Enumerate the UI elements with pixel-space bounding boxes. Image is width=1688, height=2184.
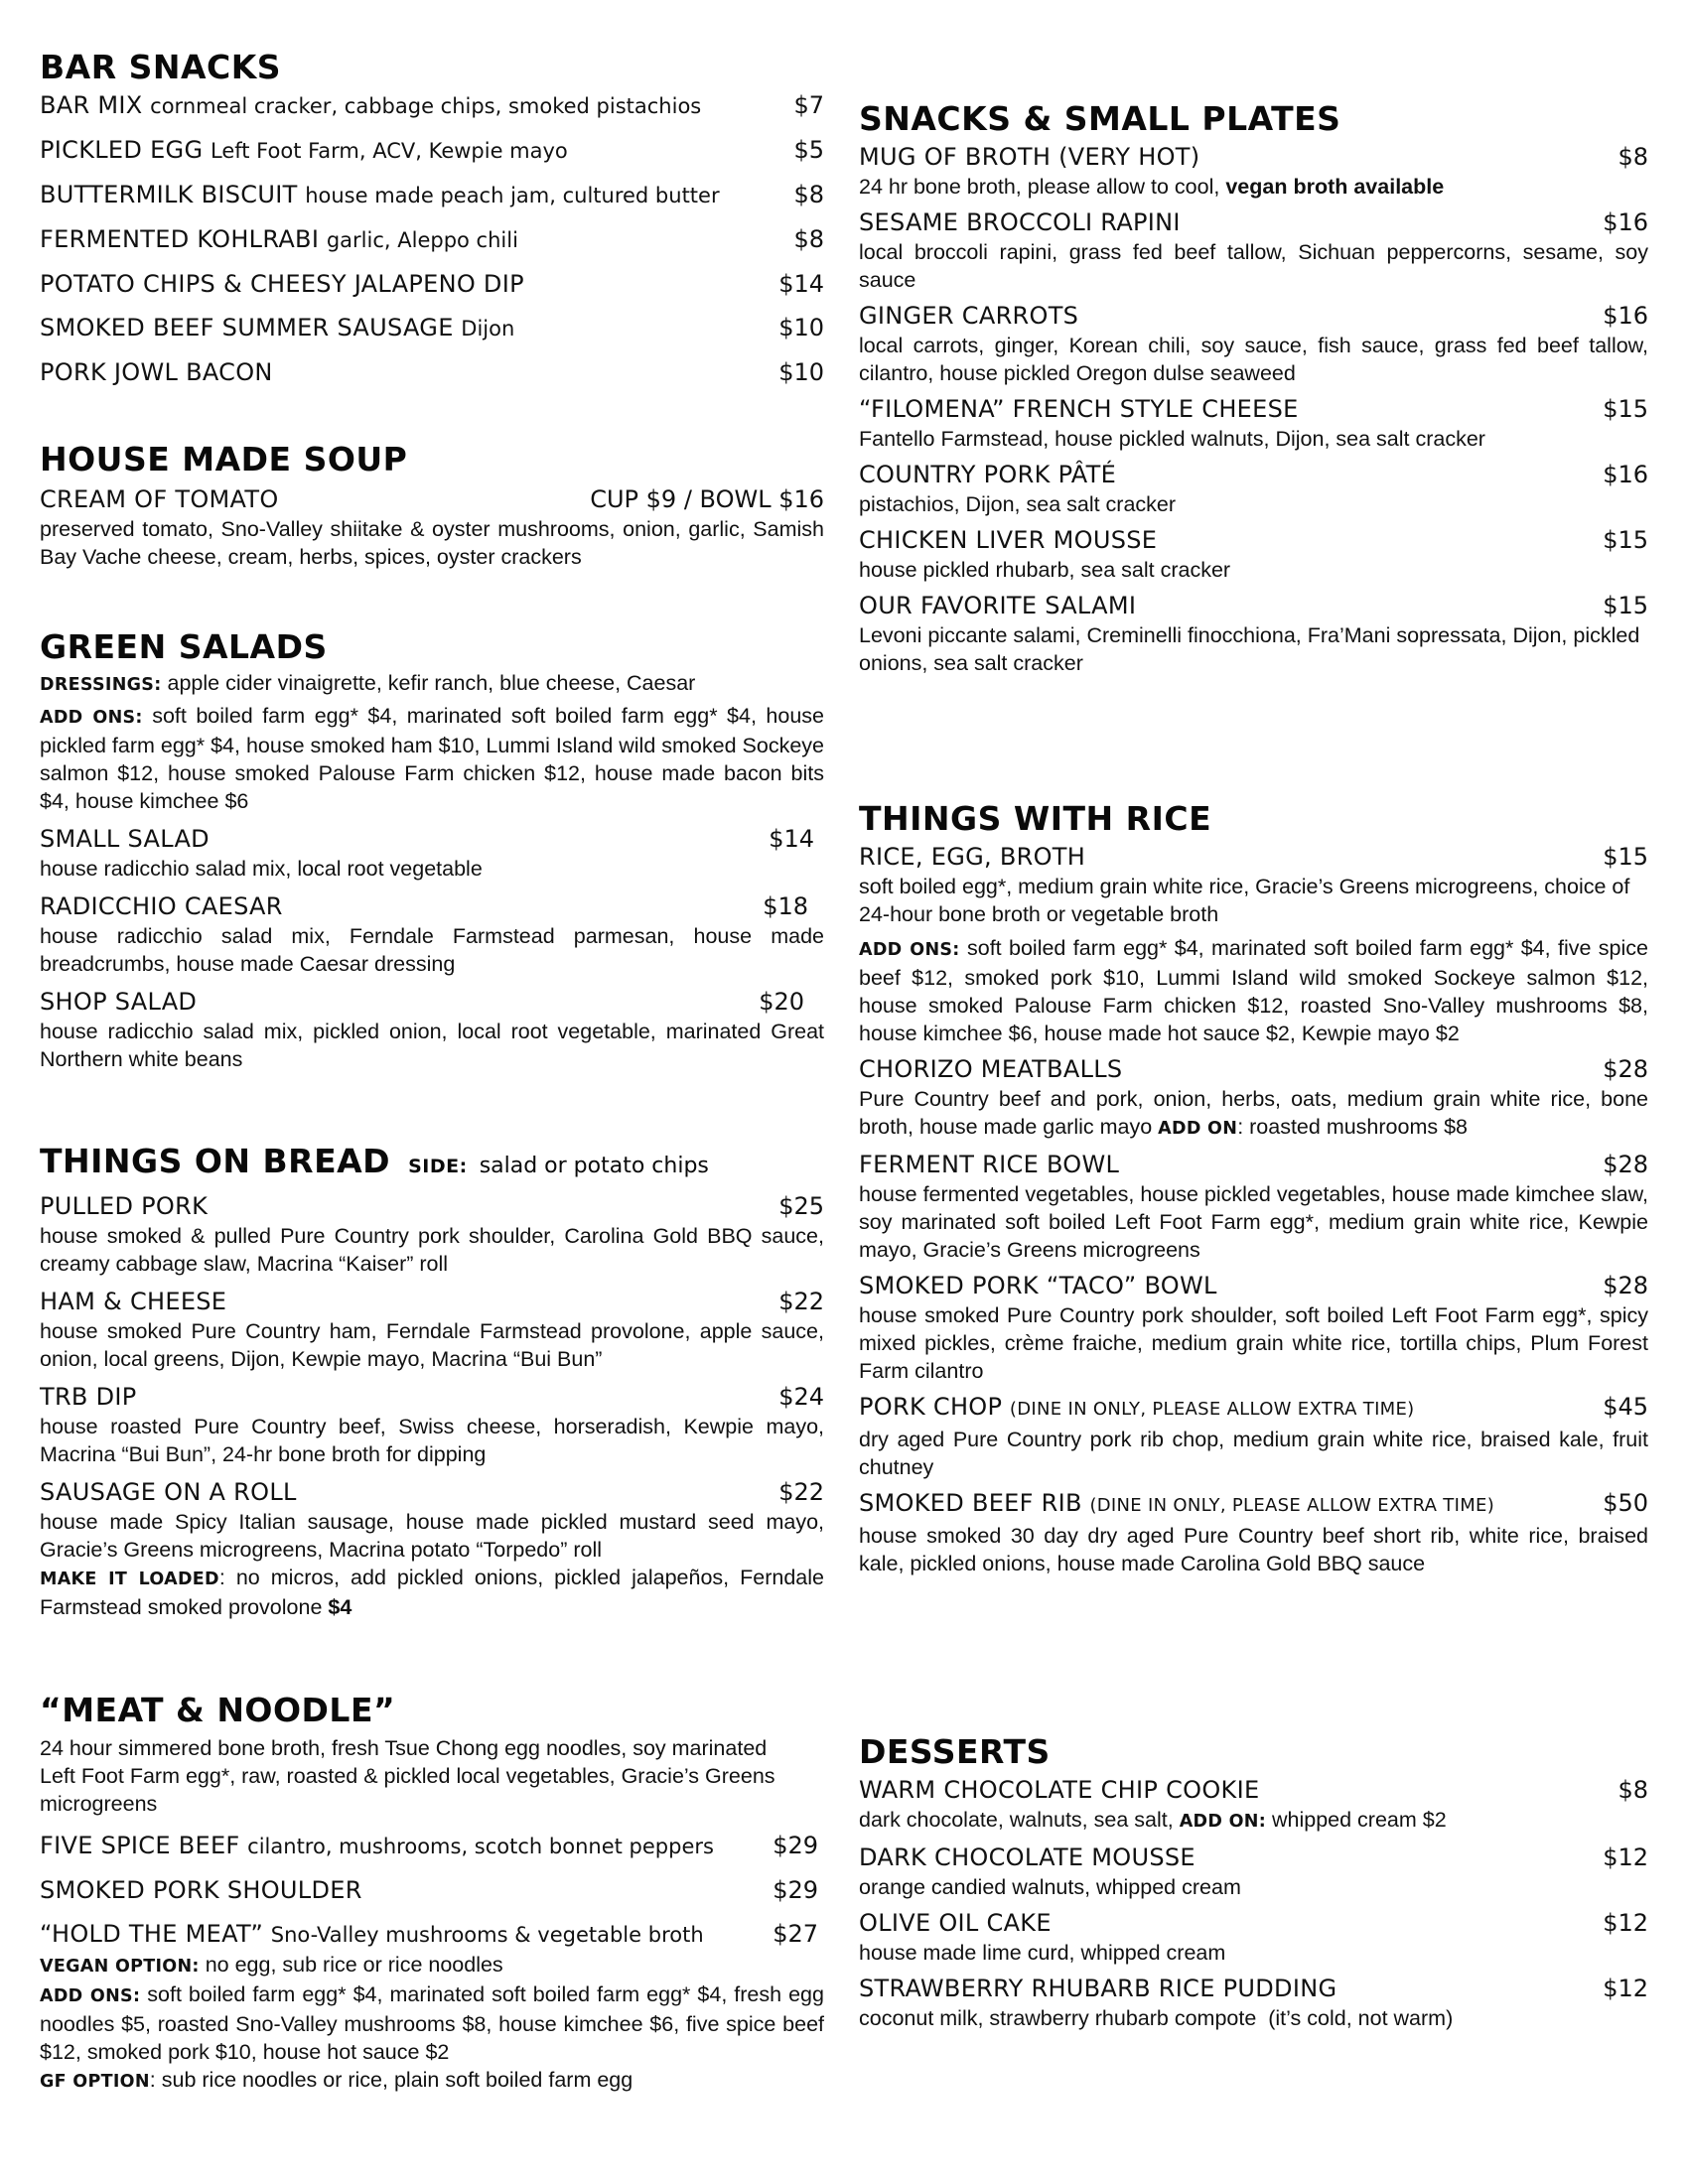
item-description: dry aged Pure Country pork rib chop, medium grain white rice, braised kale, fruit chutney [859, 1428, 1648, 1479]
item-description: house radicchio salad mix, pickled onion, local root vegetable, marinated Great Northern white beans [40, 1020, 824, 1071]
item-price: $28 [1603, 1151, 1648, 1178]
section-title: BAR SNACKS [40, 48, 282, 86]
item-description: Levoni piccante salami, Creminelli finocchiona, Fra’Mani sopressata, Dijon, pickled onions, sea salt cracker [859, 623, 1640, 675]
item-detail: Left Foot Farm, ACV, Kewpie mayo [211, 139, 568, 163]
item-price: $18 [763, 892, 808, 920]
rice-section [859, 799, 1648, 1577]
addon-text: whipped cream $2 [1271, 1808, 1447, 1832]
item-detail: Dijon [461, 317, 515, 341]
item-description: house smoked & pulled Pure Country pork shoulder, Carolina Gold BBQ sauce, creamy cabbage slaw, Macrina “Kaiser” roll [40, 1224, 824, 1276]
item-name: DARK CHOCOLATE MOUSSE [859, 1843, 1196, 1871]
item-name: PICKLED EGG [40, 136, 204, 164]
menu-item [40, 1381, 824, 1468]
section-title: HOUSE MADE SOUP [40, 440, 408, 478]
menu-item [859, 459, 1648, 518]
dressings-note [40, 669, 824, 699]
item-price: $24 [778, 1383, 824, 1411]
item-detail: garlic, Aleppo chili [326, 228, 518, 252]
menu-item [40, 89, 824, 122]
item-name: “HOLD THE MEAT” [40, 1920, 264, 1948]
item-description: preserved tomato, Sno-Valley shiitake & oyster mushrooms, onion, garlic, Samish Bay Vache cheese, cream, herbs, spices, oyster crackers [40, 517, 824, 569]
item-description: soft boiled egg*, medium grain white rice, Gracie’s Greens microgreens, choice of 24-hour bone broth or vegetable broth [859, 875, 1630, 926]
item-price: $22 [778, 1478, 824, 1506]
menu-item [859, 1487, 1648, 1577]
item-description: pistachios, Dijon, sea salt cracker [859, 492, 1177, 516]
item-description-text: dark chocolate, walnuts, sea salt, [859, 1808, 1174, 1832]
item-name: TRB DIP [40, 1383, 137, 1411]
menu-item [40, 483, 824, 515]
item-name: CHICKEN LIVER MOUSSE [859, 526, 1158, 554]
item-price: $15 [1603, 526, 1648, 554]
item-price: $8 [793, 225, 824, 253]
item-price: $12 [1603, 1975, 1648, 2002]
menu-item [859, 141, 1648, 201]
menu-item [859, 1774, 1648, 1836]
item-detail: Sno-Valley mushrooms & vegetable broth [270, 1923, 704, 1947]
item-name: BUTTERMILK BISCUIT [40, 181, 298, 208]
item-price: CUP $9 / BOWL $16 [590, 485, 824, 513]
noodle-addons-note [40, 1980, 824, 2066]
menu-item [40, 1830, 824, 1862]
section-title-text: THINGS ON BREAD [40, 1142, 391, 1180]
menu-item [40, 1874, 824, 1906]
item-detail: cilantro, mushrooms, scotch bonnet peppers [247, 1835, 714, 1858]
menu-item [859, 206, 1648, 294]
item-name: CREAM OF TOMATO [40, 485, 279, 513]
item-description: house smoked 30 day dry aged Pure Country beef short rib, white rice, braised kale, pickled onions, house made Carolina Gold BBQ sauce [859, 1524, 1648, 1575]
item-description: house pickled rhubarb, sea salt cracker [859, 558, 1231, 582]
menu-item [40, 268, 824, 300]
menu-item [40, 1918, 824, 1951]
item-price: $12 [1603, 1843, 1648, 1871]
menu-item [40, 134, 824, 167]
item-price: $15 [1603, 395, 1648, 423]
item-name: SHOP SALAD [40, 988, 198, 1016]
item-price: $7 [793, 91, 824, 119]
item-description-bold: vegan broth available [1225, 175, 1445, 199]
item-price: $12 [1603, 1909, 1648, 1937]
item-price: $27 [773, 1920, 818, 1948]
menu-item [40, 1476, 824, 1621]
section-title: DESSERTS [859, 1732, 1051, 1771]
item-price: $15 [1603, 843, 1648, 871]
section-title: THINGS WITH RICE [859, 799, 1212, 838]
item-description-text: 24 hr bone broth, please allow to cool, [859, 175, 1220, 199]
item-note: (DINE IN ONLY, PLEASE ALLOW EXTRA TIME) [1009, 1399, 1415, 1420]
menu-item [40, 890, 824, 978]
item-description: local broccoli rapini, grass fed beef tallow, Sichuan peppercorns, sesame, soy sauce [859, 240, 1648, 292]
rice-addons-note [859, 934, 1648, 1047]
menu-item [40, 1190, 824, 1278]
item-name: SMOKED PORK “TACO” BOWL [859, 1272, 1217, 1299]
noodle-section [40, 1691, 824, 2096]
item-description: local carrots, ginger, Korean chili, soy sauce, fish sauce, grass fed beef tallow, cilantro, house pickled Oregon dulse seaweed [859, 334, 1648, 385]
item-description-text: Pure Country beef and pork, onion, herbs, oats, medium grain white rice, bone broth, house made garlic mayo [859, 1087, 1648, 1139]
item-name: BAR MIX [40, 91, 143, 119]
item-price: $5 [793, 136, 824, 164]
menu-item [40, 986, 824, 1073]
addon-label: ADD ON: [1179, 1812, 1266, 1832]
menu-item [40, 823, 824, 883]
item-name: PULLED PORK [40, 1192, 209, 1220]
item-note: (DINE IN ONLY, PLEASE ALLOW EXTRA TIME) [1089, 1495, 1495, 1516]
item-price: $28 [1603, 1272, 1648, 1299]
menu-item [859, 1053, 1648, 1143]
item-price: $50 [1603, 1489, 1648, 1517]
addons-label: ADD ONS: [40, 1986, 141, 2006]
item-price: $14 [769, 825, 814, 853]
section-title: “MEAT & NOODLE” [40, 1691, 396, 1729]
item-description: house smoked Pure Country pork shoulder, soft boiled Left Foot Farm egg*, spicy mixed pickles, crème fraiche, medium grain white rice, tortilla chips, Plum Forest Farm cilantro [859, 1303, 1648, 1383]
menu-item [40, 312, 824, 344]
item-name: SAUSAGE ON A ROLL [40, 1478, 297, 1506]
item-name: SMALL SALAD [40, 825, 210, 853]
item-description [859, 173, 1648, 201]
item-price: $10 [778, 314, 824, 341]
side-text: salad or potato chips [479, 1154, 709, 1178]
item-name: OUR FAVORITE SALAMI [859, 592, 1137, 619]
item-price: $14 [778, 270, 824, 298]
item-name: FIVE SPICE BEEF [40, 1832, 240, 1859]
item-price: $8 [1618, 1776, 1648, 1804]
item-price: $28 [1603, 1055, 1648, 1083]
addons-text: soft boiled farm egg* $4, marinated soft boiled farm egg* $4, house pickled farm egg* $4, house smoked ham $10, Lummi Island wild smoked Sockeye salmon $12, house smoked Palouse Farm chicken $12, house made bacon bits $4, house kimchee $6 [40, 704, 825, 813]
menu-item [859, 1842, 1648, 1901]
item-name: FERMENTED KOHLRABI [40, 225, 320, 253]
loaded-note [40, 1564, 824, 1621]
item-description: house made Spicy Italian sausage, house made pickled mustard seed mayo, Gracie’s Greens microgreens, Macrina potato “Torpedo” roll [40, 1510, 824, 1562]
item-description [859, 1806, 1648, 1836]
item-price: $15 [1603, 592, 1648, 619]
item-price: $16 [1603, 208, 1648, 236]
menu-item [859, 590, 1648, 677]
item-name: “FILOMENA” FRENCH STYLE CHEESE [859, 395, 1299, 423]
item-detail: house made peach jam, cultured butter [305, 184, 720, 207]
item-description [859, 1085, 1648, 1143]
item-name: SMOKED BEEF RIB [859, 1489, 1082, 1517]
item-name: SMOKED PORK SHOULDER [40, 1876, 362, 1904]
loaded-price: $4 [328, 1595, 352, 1619]
menu-item [40, 1286, 824, 1373]
addons-label: ADD ONS: [40, 708, 143, 728]
dressings-text: apple cider vinaigrette, kefir ranch, blue cheese, Caesar [167, 671, 696, 695]
menu-item [859, 524, 1648, 584]
item-price: $45 [1603, 1393, 1648, 1421]
loaded-label: MAKE IT LOADED [40, 1570, 219, 1589]
addon-text: : roasted mushrooms $8 [1237, 1115, 1469, 1139]
salads-section [40, 627, 824, 1073]
menu-item [859, 1149, 1648, 1264]
item-detail: cornmeal cracker, cabbage chips, smoked pistachios [150, 94, 702, 118]
item-price: $20 [759, 988, 804, 1016]
item-name: OLIVE OIL CAKE [859, 1909, 1052, 1937]
item-price: $8 [793, 181, 824, 208]
menu-item [40, 223, 824, 256]
side-label: SIDE: [408, 1156, 468, 1177]
dressings-label: DRESSINGS: [40, 675, 162, 695]
small-plates-section [859, 99, 1648, 677]
addons-label: ADD ONS: [859, 940, 960, 960]
menu-item [40, 179, 824, 211]
item-description: Fantello Farmstead, house pickled walnuts, Dijon, sea salt cracker [859, 427, 1485, 451]
menu-item [859, 1270, 1648, 1385]
bar-snacks-section [40, 48, 824, 388]
gf-text: : sub rice noodles or rice, plain soft boiled farm egg [149, 2068, 633, 2092]
item-name: SMOKED BEEF SUMMER SAUSAGE [40, 314, 454, 341]
item-description: coconut milk, strawberry rhubarb compote (it’s cold, not warm) [859, 2006, 1454, 2030]
item-name: GINGER CARROTS [859, 302, 1079, 330]
item-name: STRAWBERRY RHUBARB RICE PUDDING [859, 1975, 1337, 2002]
addons-note [40, 702, 824, 815]
menu-item [859, 393, 1648, 453]
item-description: house radicchio salad mix, local root vegetable [40, 857, 483, 881]
item-description: house fermented vegetables, house pickled vegetables, house made kimchee slaw, soy marinated soft boiled Left Foot Farm egg*, medium grain white rice, Kewpie mayo, Gracie’s Greens microgreens [859, 1182, 1648, 1262]
item-description: house smoked Pure Country ham, Ferndale Farmstead provolone, apple sauce, onion, local greens, Dijon, Kewpie mayo, Macrina “Bui Bun” [40, 1319, 824, 1371]
item-name: PORK CHOP [859, 1393, 1003, 1421]
vegan-text: no egg, sub rice or rice noodles [205, 1953, 503, 1977]
item-description: orange candied walnuts, whipped cream [859, 1875, 1241, 1899]
desserts-section [859, 1732, 1648, 2032]
item-price: $16 [1603, 302, 1648, 330]
item-price: $22 [778, 1288, 824, 1315]
item-description: house roasted Pure Country beef, Swiss cheese, horseradish, Kewpie mayo, Macrina “Bui Bun”, 24-hr bone broth for dipping [40, 1415, 824, 1466]
item-price: $25 [778, 1192, 824, 1220]
item-description: house made lime curd, whipped cream [859, 1941, 1226, 1965]
menu-item [859, 841, 1648, 1047]
item-price: $16 [1603, 461, 1648, 488]
soup-section [40, 440, 824, 571]
item-description: house radicchio salad mix, Ferndale Farmstead parmesan, house made breadcrumbs, house made Caesar dressing [40, 924, 824, 976]
menu-item [859, 1391, 1648, 1481]
menu-item [40, 356, 824, 388]
section-title [40, 1142, 824, 1186]
item-name: CHORIZO MEATBALLS [859, 1055, 1123, 1083]
item-name: RADICCHIO CAESAR [40, 892, 283, 920]
item-name: HAM & CHEESE [40, 1288, 227, 1315]
menu-item [859, 1907, 1648, 1967]
vegan-label: VEGAN OPTION: [40, 1957, 200, 1977]
item-name: POTATO CHIPS & CHEESY JALAPENO DIP [40, 270, 524, 298]
addons-text: soft boiled farm egg* $4, marinated soft boiled farm egg* $4, fresh egg noodles $5, roasted Sno-Valley mushrooms $8, house kimchee $6, five spice beef $12, smoked pork $10, house hot sauce $2 [40, 1982, 824, 2064]
item-name: FERMENT RICE BOWL [859, 1151, 1120, 1178]
gf-label: GF OPTION [40, 2072, 150, 2092]
menu-item [859, 300, 1648, 387]
section-title: SNACKS & SMALL PLATES [859, 99, 1341, 138]
item-name: SESAME BROCCOLI RAPINI [859, 208, 1181, 236]
item-name: RICE, EGG, BROTH [859, 843, 1086, 871]
item-price: $29 [773, 1876, 818, 1904]
noodle-intro: 24 hour simmered bone broth, fresh Tsue Chong egg noodles, soy marinated Left Foot Farm egg*, raw, roasted & pickled local vegetables, Gracie’s Greens microgreens [40, 1736, 775, 1816]
item-price: $8 [1618, 143, 1648, 171]
item-price: $10 [778, 358, 824, 386]
loaded-text: : no micros, add pickled onions, pickled jalapeños, Ferndale Farmstead smoked provolone [40, 1566, 824, 1619]
vegan-note [40, 1951, 824, 1980]
item-name: COUNTRY PORK PÂTÉ [859, 461, 1117, 488]
addons-text: soft boiled farm egg* $4, marinated soft boiled farm egg* $4, five spice beef $12, smoked pork $10, Lummi Island wild smoked Sockeye salmon $12, house smoked Palouse Farm chicken $12, roasted Sno-Valley mushrooms $8, house kimchee $6, house made hot sauce $2, Kewpie mayo $2 [859, 936, 1648, 1045]
item-price: $29 [773, 1832, 818, 1859]
item-name: WARM CHOCOLATE CHIP COOKIE [859, 1776, 1260, 1804]
item-name: MUG OF BROTH (VERY HOT) [859, 143, 1200, 171]
gf-note [40, 2066, 824, 2096]
menu-item [859, 1973, 1648, 2032]
addon-label: ADD ON [1158, 1119, 1238, 1139]
bread-section [40, 1142, 824, 1621]
item-name: PORK JOWL BACON [40, 358, 273, 386]
section-title: GREEN SALADS [40, 627, 328, 666]
